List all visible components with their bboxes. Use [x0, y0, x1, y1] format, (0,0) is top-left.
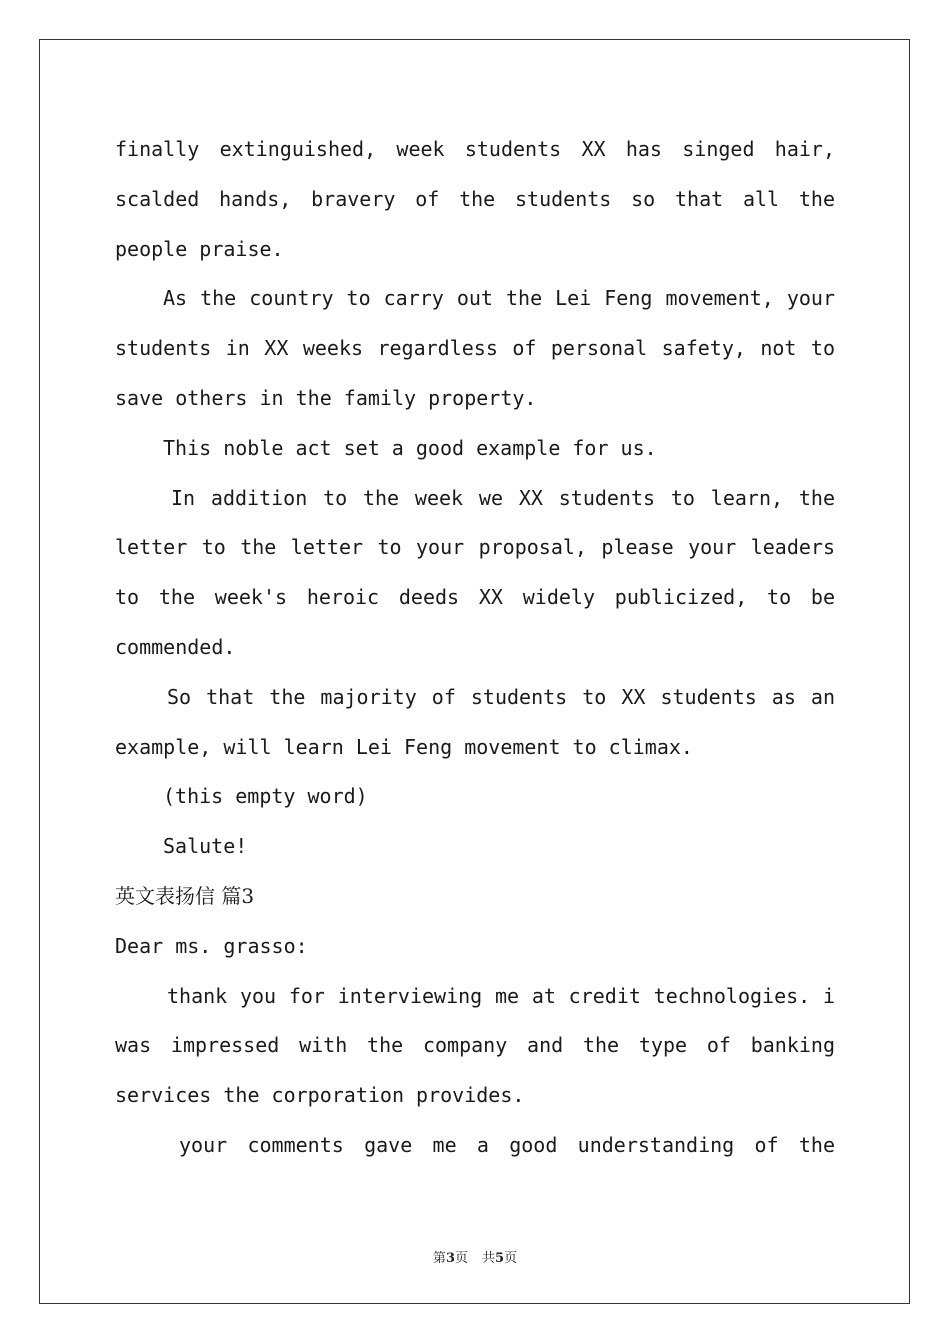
closing-salute: Salute! [163, 834, 248, 859]
paragraph-start: (this empty word) [163, 784, 368, 809]
text-line: people praise. [115, 236, 284, 261]
total-label-suffix: 页 [504, 1251, 518, 1266]
text-line: finally extinguished, week students XX has singed hair, [115, 137, 835, 161]
page-number: 3 [445, 1251, 455, 1266]
text-line: letter to the letter to your proposal, please your leaders [115, 535, 835, 560]
total-label-prefix: 共 [482, 1251, 496, 1266]
text-line: students in XX weeks regardless of personal safety, not to [115, 336, 835, 361]
text-line: scalded hands, bravery of the students so that all the [115, 186, 835, 211]
paragraph-start: This noble act set a good example for us. [163, 435, 657, 460]
paragraph-start: your comments gave me a good understanding of the [179, 1132, 835, 1157]
text-line: services the corporation provides. [115, 1083, 525, 1108]
paragraph-start: So that the majority of students to XX students as an [167, 684, 835, 709]
text-line: commended. [115, 634, 236, 659]
page-total: 5 [495, 1251, 505, 1266]
paragraph-start: thank you for interviewing me at credit technologies. i [167, 983, 835, 1008]
paragraph-start: In addition to the week we XX students to learn, the [171, 485, 835, 510]
text-line: save others in the family property. [115, 385, 537, 410]
text-line: was impressed with the company and the type of banking [115, 1033, 835, 1058]
salutation: Dear ms. grasso: [115, 933, 308, 958]
paragraph-start: As the country to carry out the Lei Feng movement, your [163, 286, 835, 311]
text-line: example, will learn Lei Feng movement to climax. [115, 734, 693, 759]
page-label-suffix: 页 [454, 1251, 468, 1266]
text-line: to the week's heroic deeds XX widely publicized, to be [115, 585, 835, 610]
page-label-prefix: 第 [432, 1251, 446, 1266]
page-footer [0, 1247, 950, 1266]
section-heading: 英文表扬信 篇3 [115, 883, 255, 908]
document-body [115, 125, 835, 1171]
